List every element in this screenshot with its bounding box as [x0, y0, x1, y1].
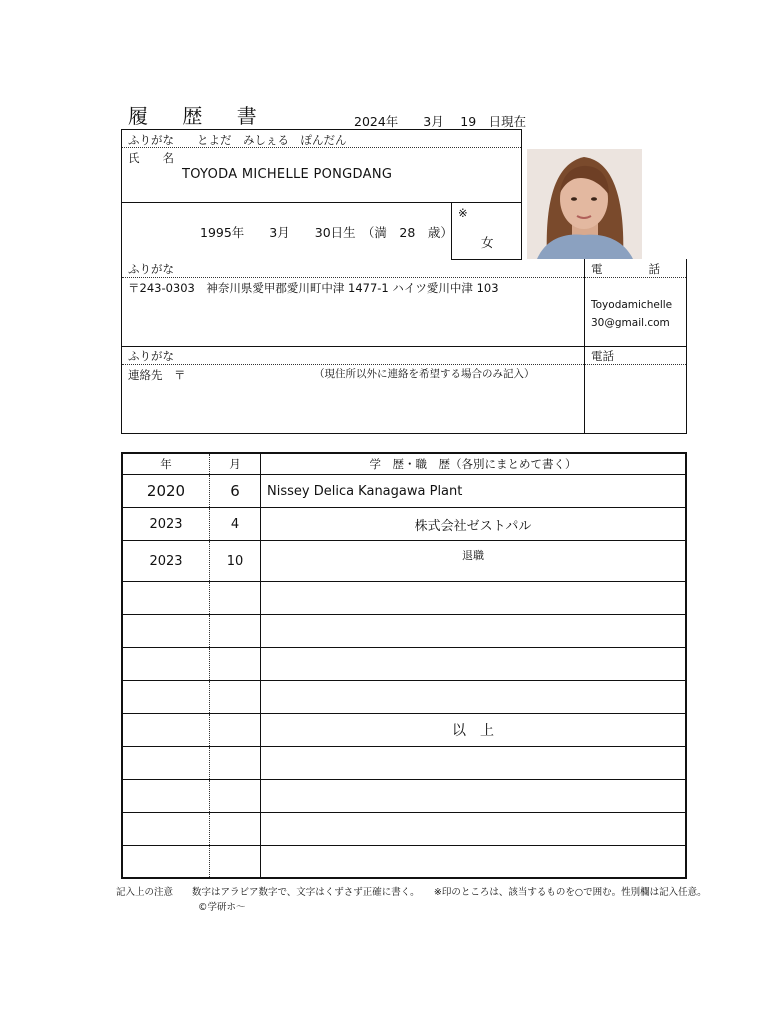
applicant-photo: [527, 149, 642, 259]
contact-phone-label: 電話: [591, 349, 614, 363]
table-row: [122, 541, 686, 582]
col-year: 年: [122, 453, 210, 475]
email-line-1: Toyodamichelle: [591, 299, 673, 311]
contact-address-label: 連絡先 〒: [128, 368, 186, 382]
table-row: [122, 780, 686, 813]
row-year: [122, 582, 210, 615]
row-desc: [261, 846, 687, 878]
row-year: 2023: [122, 508, 210, 541]
applicant-name: TOYODA MICHELLE PONGDANG: [182, 167, 393, 182]
row-year: [122, 681, 210, 714]
table-row: [122, 508, 686, 541]
row-month: [210, 846, 261, 878]
row-year: [122, 846, 210, 878]
document-title: 履 歴 書: [128, 104, 271, 128]
furigana-label: ふりがな とよだ みしぇる ぽんだん: [128, 133, 347, 147]
address-furigana-label: ふりがな: [128, 262, 174, 276]
gender-mark: ※: [458, 206, 468, 220]
email-address: [591, 296, 672, 332]
contact-furigana-label: ふりがな: [128, 349, 174, 363]
row-desc: 株式会社ゼストパル: [261, 508, 687, 541]
row-year: [122, 648, 210, 681]
row-desc: [261, 582, 687, 615]
row-month: [210, 648, 261, 681]
row-month: [210, 813, 261, 846]
table-row: [122, 714, 686, 747]
row-month: 6: [210, 475, 261, 508]
history-table: [121, 452, 687, 879]
row-desc: [261, 813, 687, 846]
phone-label: 電 話: [591, 262, 660, 276]
footer-note: 記入上の注意 数字はアラビア数字で、文字はくずさず正確に書く。 ※印のところは、該当するものを○で囲む。性別欄は記入任意。: [116, 887, 707, 898]
row-desc: [261, 681, 687, 714]
row-desc: 退職: [261, 541, 687, 582]
table-row: [122, 681, 686, 714]
row-desc-end: 以 上: [261, 714, 687, 747]
email-line-2: 30@gmail.com: [591, 317, 670, 329]
table-row: [122, 475, 686, 508]
table-row: [122, 615, 686, 648]
row-month: 10: [210, 541, 261, 582]
table-row: [122, 747, 686, 780]
col-description: 学 歴・職 歴（各別にまとめて書く）: [261, 453, 687, 475]
table-row: [122, 582, 686, 615]
row-year: [122, 813, 210, 846]
row-desc: [261, 615, 687, 648]
row-year: [122, 747, 210, 780]
col-month: 月: [210, 453, 261, 475]
row-year: [122, 615, 210, 648]
row-year: 2023: [122, 541, 210, 582]
row-desc: [261, 747, 687, 780]
footer-copyright: ©学研ホ〜: [198, 902, 246, 913]
row-year: 2020: [122, 475, 210, 508]
row-year: [122, 714, 210, 747]
portrait-image: [527, 149, 642, 259]
current-address: 〒243-0303 神奈川県愛甲郡愛川町中津 1477-1 ハイツ愛川中津 103: [128, 281, 499, 295]
table-row: [122, 648, 686, 681]
row-month: [210, 681, 261, 714]
document-date: 2024年 3月 19 日現在: [354, 114, 527, 129]
table-row: [122, 813, 686, 846]
row-year: [122, 780, 210, 813]
date-of-birth: 1995年 3月 30日生 （満 28 歳）: [200, 225, 453, 240]
row-desc: [261, 780, 687, 813]
row-month: [210, 747, 261, 780]
name-label: 氏 名: [128, 151, 174, 165]
row-month: [210, 582, 261, 615]
table-row: [122, 846, 686, 878]
row-desc: [261, 648, 687, 681]
contact-note: （現住所以外に連絡を希望する場合のみ記入）: [314, 368, 535, 380]
row-month: [210, 615, 261, 648]
row-month: 4: [210, 508, 261, 541]
row-month: [210, 714, 261, 747]
history-header-row: [122, 453, 686, 475]
row-month: [210, 780, 261, 813]
gender-value: 女: [481, 235, 494, 250]
row-desc: Nissey Delica Kanagawa Plant: [261, 475, 687, 508]
